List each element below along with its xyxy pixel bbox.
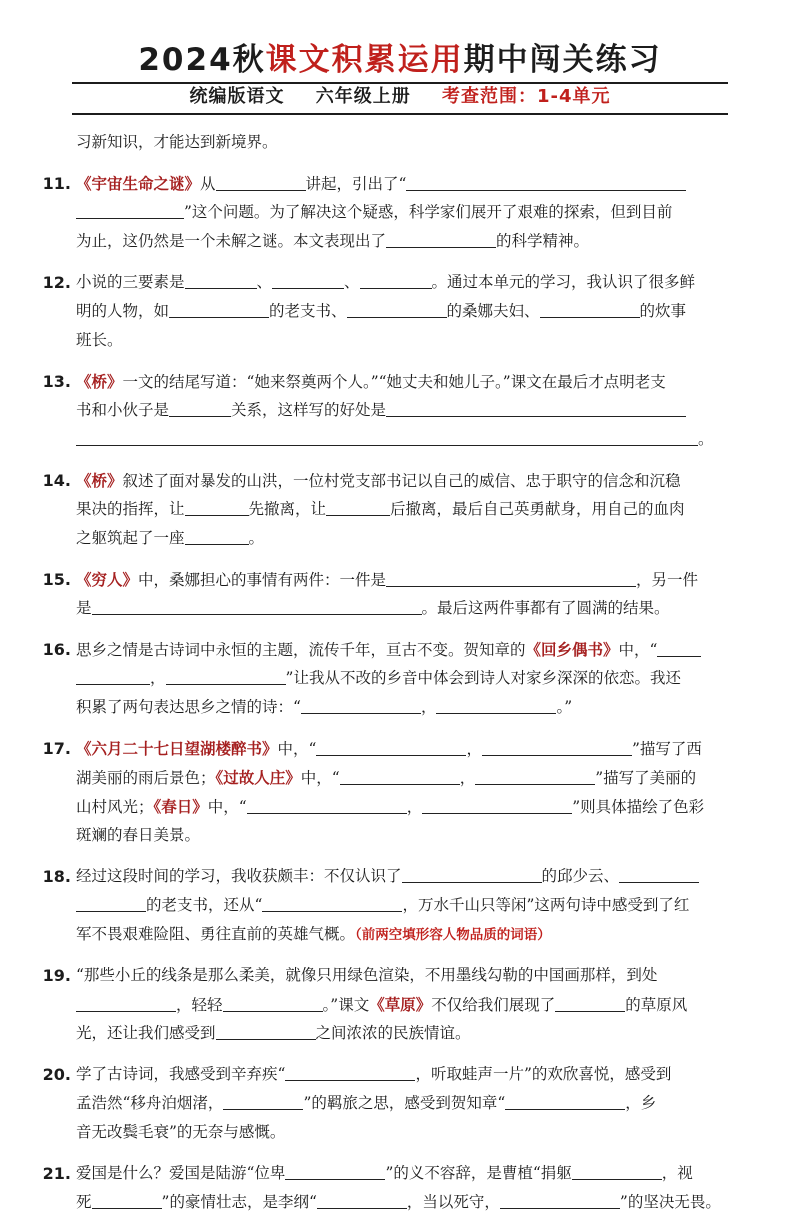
- answer-blank[interactable]: [169, 398, 231, 417]
- answer-blank[interactable]: [500, 1190, 620, 1209]
- answer-blank[interactable]: [340, 766, 460, 785]
- question-number: 17.: [42, 739, 71, 758]
- answer-blank[interactable]: [406, 172, 686, 191]
- book-title: 《回乡偶书》: [525, 640, 619, 659]
- question-14: 14. 《桥》叙述了面对暴发的山洪，一位村党支部书记以自己的威信、忠于职守的信念和沉稳 果决的指挥，让 先撤离，让 后撤离，最后自己英勇献身，用自己的血肉 之躯筑起了一座 。: [76, 466, 716, 553]
- title-year: 2024秋: [138, 42, 266, 78]
- answer-blank[interactable]: [76, 666, 150, 685]
- scope-label: 考查范围：1-4单元: [442, 86, 611, 107]
- answer-blank[interactable]: [223, 993, 323, 1012]
- title-highlight: 课文积累运用: [265, 42, 464, 78]
- grade-label: 六年级上册: [315, 86, 411, 107]
- question-19: 19. “那些小丘的线条是那么柔美，就像只用绿色渲染，不用墨线勾勒的中国画那样，到处 ，轻轻 。”课文《草原》不仅给我们展现了 的草原风 光，还让我们感受到 之间浓浓的民族情谊。: [76, 961, 716, 1048]
- answer-blank[interactable]: [619, 864, 699, 883]
- hint-note: （前两空填形容人物品质的词语）: [355, 927, 551, 943]
- question-13: 13. 《桥》一文的结尾写道：“她来祭奠两个人。”“她丈夫和她儿子。”课文在最后才点明老支 书和小伙子是 关系，这样写的好处是 。: [76, 367, 716, 454]
- answer-blank[interactable]: [223, 1091, 303, 1110]
- question-number: 14.: [42, 471, 71, 490]
- header-rule-bottom: [72, 113, 728, 115]
- answer-blank[interactable]: [422, 795, 572, 814]
- answer-blank[interactable]: [360, 270, 432, 289]
- answer-blank[interactable]: [76, 427, 698, 446]
- answer-blank[interactable]: [285, 1161, 385, 1180]
- question-20: 20. 学了古诗词，我感受到辛弃疾“ ，听取蛙声一片”的欢欣喜悦，感受到 孟浩然“移舟泊烟渚， ”的羁旅之思，感受到贺知章“ ，乡 音无改鬓毛衰”的无奈与感慨。: [76, 1060, 716, 1147]
- answer-blank[interactable]: [247, 795, 407, 814]
- answer-blank[interactable]: [326, 497, 390, 516]
- question-16: 16. 思乡之情是古诗词中永恒的主题，流传千年，亘古不变。贺知章的《回乡偶书》中，“ ， ”让我从不改的乡音中体会到诗人对家乡深深的依恋。我还 积累了两句表达思乡之情的诗：“ ， 。”: [76, 635, 716, 722]
- question-number: 12.: [42, 273, 71, 292]
- book-title: 《桥》: [76, 471, 123, 490]
- question-number: 16.: [42, 640, 71, 659]
- answer-blank[interactable]: [436, 695, 556, 714]
- question-12: 12. 小说的三要素是 、 、 。通过本单元的学习，我认识了很多鲜 明的人物，如 的老支书、 的桑娜夫妇、 的炊事 班长。: [76, 268, 716, 355]
- question-number: 21.: [42, 1164, 71, 1183]
- answer-blank[interactable]: [262, 893, 402, 912]
- answer-blank[interactable]: [92, 596, 422, 615]
- book-title: 《穷人》: [76, 570, 139, 589]
- answer-blank[interactable]: [555, 993, 625, 1012]
- question-number: 15.: [42, 570, 71, 589]
- question-number: 19.: [42, 966, 71, 985]
- book-title: 《宇宙生命之谜》: [76, 174, 201, 193]
- question-number: 13.: [42, 372, 71, 391]
- carryover-text: 习新知识，才能达到新境界。: [76, 133, 278, 151]
- page-title: [0, 40, 800, 80]
- book-title: 《桥》: [76, 372, 123, 391]
- answer-blank[interactable]: [166, 666, 286, 685]
- answer-blank[interactable]: [285, 1062, 415, 1081]
- answer-blank[interactable]: [505, 1091, 625, 1110]
- answer-blank[interactable]: [169, 299, 269, 318]
- title-rest: 期中闯关练习: [463, 42, 662, 78]
- question-18: 18. 经过这段时间的学习，我收获颇丰：不仅认识了 的邱少云、 的老支书，还从“ ，万水千山只等闲”这两句诗中感受到了红 军不畏艰难险阻、勇往直前的英雄气概。（前两空填形容人物品质的词语）: [76, 862, 716, 949]
- book-title: 《草原》: [369, 995, 432, 1014]
- question-number: 20.: [42, 1065, 71, 1084]
- answer-blank[interactable]: [185, 526, 249, 545]
- carryover-line: [76, 128, 716, 157]
- edition-label: 统编版语文: [189, 86, 285, 107]
- answer-blank[interactable]: [185, 497, 249, 516]
- answer-blank[interactable]: [216, 1021, 316, 1040]
- answer-blank[interactable]: [482, 737, 632, 756]
- book-title: 《六月二十七日望湖楼醉书》: [76, 739, 278, 758]
- answer-blank[interactable]: [386, 229, 496, 248]
- answer-blank[interactable]: [347, 299, 447, 318]
- question-21: 21. 爱国是什么？爱国是陆游“位卑 ”的义不容辞，是曹植“捐躯 ，视 死 ”的豪情壮志，是李纲“ ，当以死守， ”的坚决无畏。: [76, 1159, 716, 1217]
- answer-blank[interactable]: [76, 200, 184, 219]
- answer-blank[interactable]: [316, 737, 466, 756]
- question-list: [42, 128, 721, 1217]
- book-title: 《春日》: [153, 797, 208, 816]
- answer-blank[interactable]: [76, 993, 176, 1012]
- book-title: 《过故人庄》: [215, 768, 301, 787]
- answer-blank[interactable]: [301, 695, 421, 714]
- answer-blank[interactable]: [657, 638, 701, 657]
- question-number: 11.: [42, 174, 71, 193]
- question-11: 11. 《宇宙生命之谜》从 讲起，引出了“ ”这个问题。为了解决这个疑惑，科学家们展开了艰难的探索，但到目前 为止，这仍然是一个未解之谜。本文表现出了 的科学精神。: [76, 169, 716, 256]
- question-number: 18.: [42, 867, 71, 886]
- answer-blank[interactable]: [317, 1190, 407, 1209]
- page-subtitle: [0, 84, 800, 110]
- answer-blank[interactable]: [216, 172, 306, 191]
- answer-blank[interactable]: [386, 568, 636, 587]
- answer-blank[interactable]: [402, 864, 542, 883]
- answer-blank[interactable]: [540, 299, 640, 318]
- answer-blank[interactable]: [572, 1161, 662, 1180]
- answer-blank[interactable]: [76, 893, 146, 912]
- answer-blank[interactable]: [475, 766, 595, 785]
- answer-blank[interactable]: [272, 270, 344, 289]
- question-15: 15. 《穷人》中，桑娜担心的事情有两件：一件是 ，另一件 是 。最后这两件事都有了圆满的结果。: [76, 565, 716, 623]
- answer-blank[interactable]: [185, 270, 257, 289]
- question-17: 17. 《六月二十七日望湖楼醉书》中，“ ， ”描写了西 湖美丽的雨后景色；《过故人庄》中，“ ， ”描写了美丽的 山村风光；《春日》中，“ ， ”则具体描绘了色彩 斑斓的春日美景。: [76, 734, 716, 850]
- answer-blank[interactable]: [92, 1190, 162, 1209]
- answer-blank[interactable]: [386, 398, 686, 417]
